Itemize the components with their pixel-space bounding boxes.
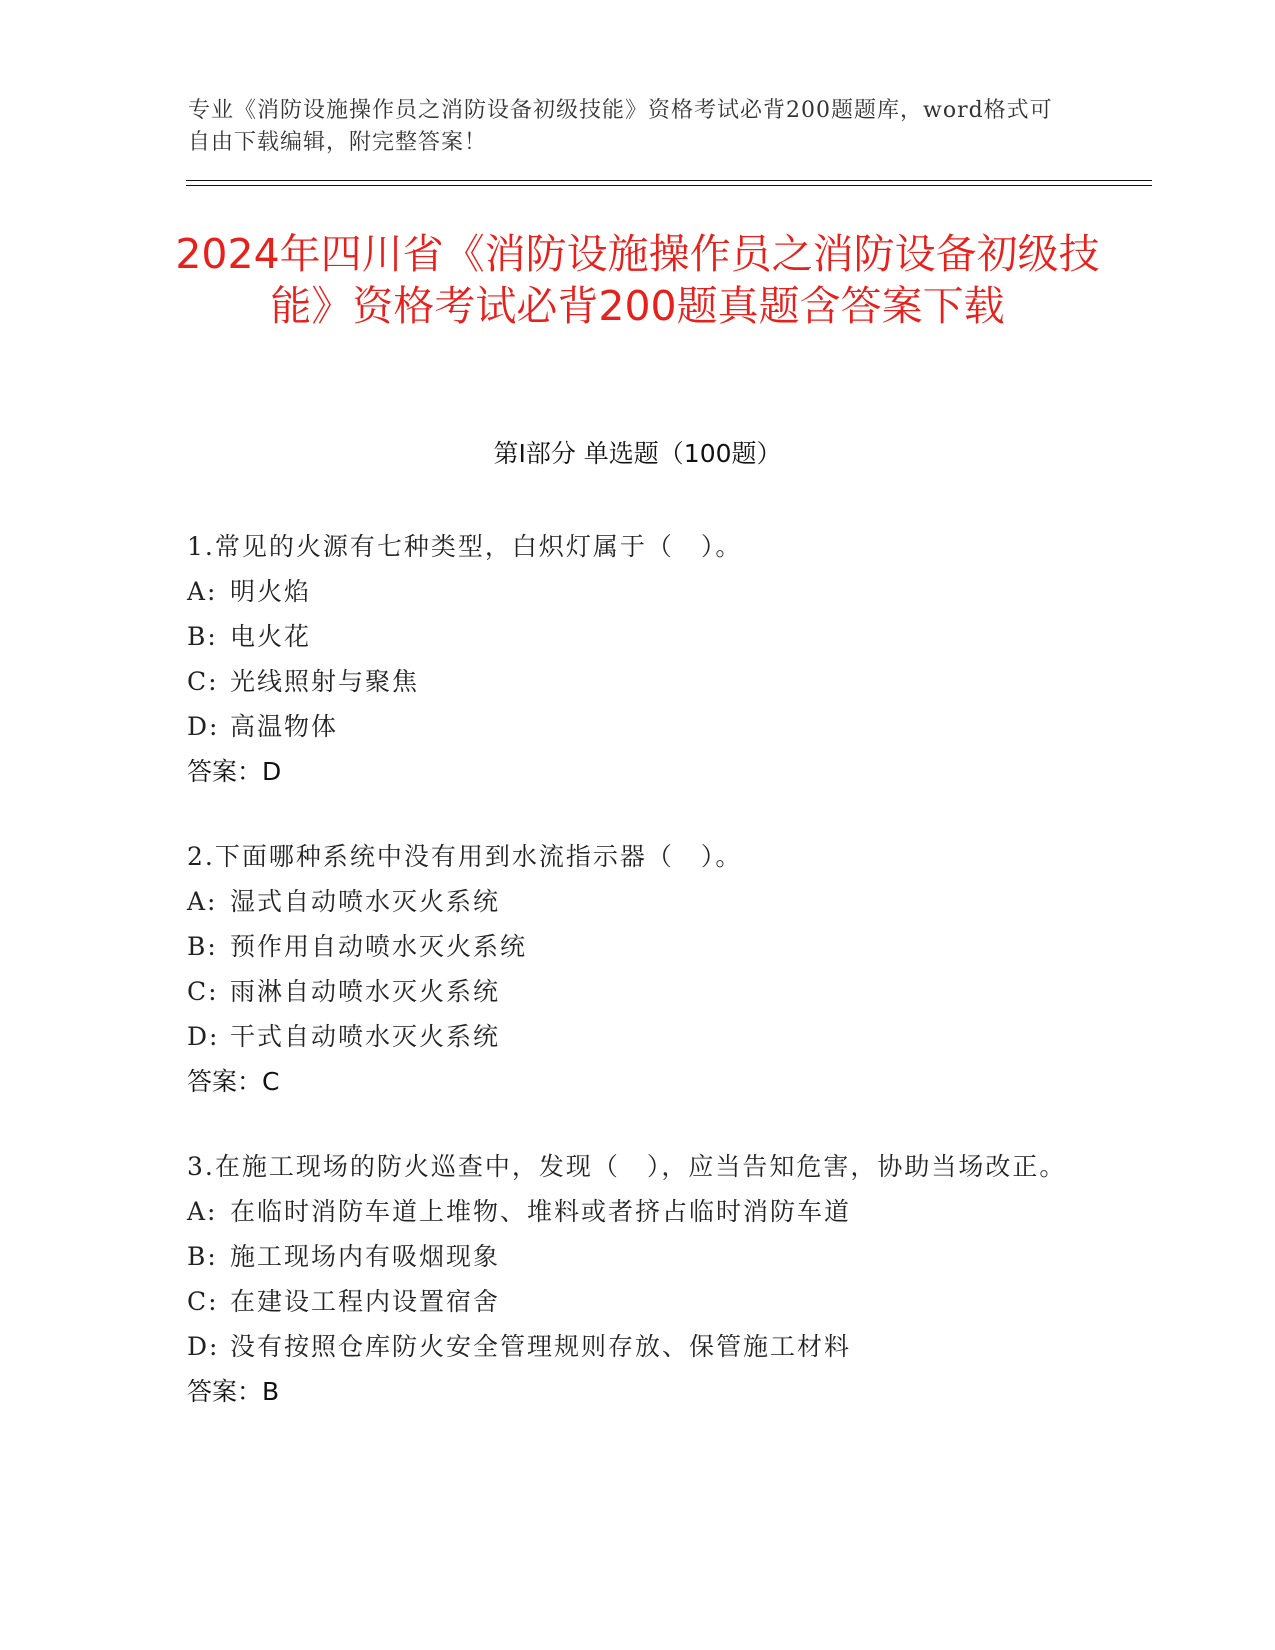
- option-letter: C:: [187, 1287, 219, 1316]
- option-a: [187, 569, 1067, 614]
- option-text: 高温物体: [230, 712, 339, 741]
- option-text: 光线照射与聚焦: [230, 667, 420, 696]
- header-divider-top: [186, 180, 1152, 181]
- option-text: 在临时消防车道上堆物、堆料或者挤占临时消防车道: [230, 1197, 852, 1226]
- option-letter: D:: [187, 712, 220, 741]
- question-list: [187, 524, 1067, 1454]
- option-text: 电火花: [230, 622, 312, 651]
- option-c: [187, 1279, 1067, 1324]
- option-text: 在建设工程内设置宿舍: [230, 1287, 501, 1316]
- option-d: [187, 1324, 1067, 1369]
- header-note: 专业《消防设施操作员之消防设备初级技能》资格考试必背200题题库，word格式可自由下载编辑，附完整答案！: [188, 98, 1053, 155]
- option-text: 雨淋自动喷水灭火系统: [230, 977, 501, 1006]
- option-letter: C:: [187, 977, 219, 1006]
- answer-line: 答案：B: [187, 1377, 280, 1406]
- option-letter: D:: [187, 1332, 220, 1361]
- option-b: [187, 924, 1067, 969]
- option-letter: B:: [187, 932, 218, 961]
- question-1: [187, 524, 1067, 794]
- option-c: [187, 969, 1067, 1014]
- header-divider-bottom: [186, 185, 1152, 186]
- option-letter: B:: [187, 622, 218, 651]
- question-2: [187, 834, 1067, 1104]
- option-letter: A:: [187, 887, 218, 916]
- option-letter: A:: [187, 577, 218, 606]
- option-text: 明火焰: [230, 577, 312, 606]
- option-letter: B:: [187, 1242, 218, 1271]
- option-b: [187, 614, 1067, 659]
- section-heading: 第I部分 单选题（100题）: [493, 439, 782, 468]
- option-letter: D:: [187, 1022, 220, 1051]
- answer-line: 答案：C: [187, 1067, 280, 1096]
- answer-line: 答案：D: [187, 757, 282, 786]
- option-c: [187, 659, 1067, 704]
- option-letter: C:: [187, 667, 219, 696]
- option-d: [187, 704, 1067, 749]
- option-text: 施工现场内有吸烟现象: [230, 1242, 501, 1271]
- question-stem: 1.常见的火源有七种类型，白炽灯属于（ ）。: [187, 532, 743, 561]
- option-letter: A:: [187, 1197, 218, 1226]
- option-a: [187, 1189, 1067, 1234]
- option-d: [187, 1014, 1067, 1059]
- option-text: 预作用自动喷水灭火系统: [230, 932, 528, 961]
- option-text: 湿式自动喷水灭火系统: [230, 887, 501, 916]
- option-text: 干式自动喷水灭火系统: [230, 1022, 501, 1051]
- document-title: 2024年四川省《消防设施操作员之消防设备初级技能》资格考试必背200题真题含答案下载: [175, 230, 1100, 330]
- option-a: [187, 879, 1067, 924]
- question-3: [187, 1144, 1067, 1414]
- question-stem: 3.在施工现场的防火巡查中，发现（ ），应当告知危害，协助当场改正。: [187, 1152, 1067, 1181]
- question-stem: 2.下面哪种系统中没有用到水流指示器（ ）。: [187, 842, 743, 871]
- option-text: 没有按照仓库防火安全管理规则存放、保管施工材料: [230, 1332, 852, 1361]
- option-b: [187, 1234, 1067, 1279]
